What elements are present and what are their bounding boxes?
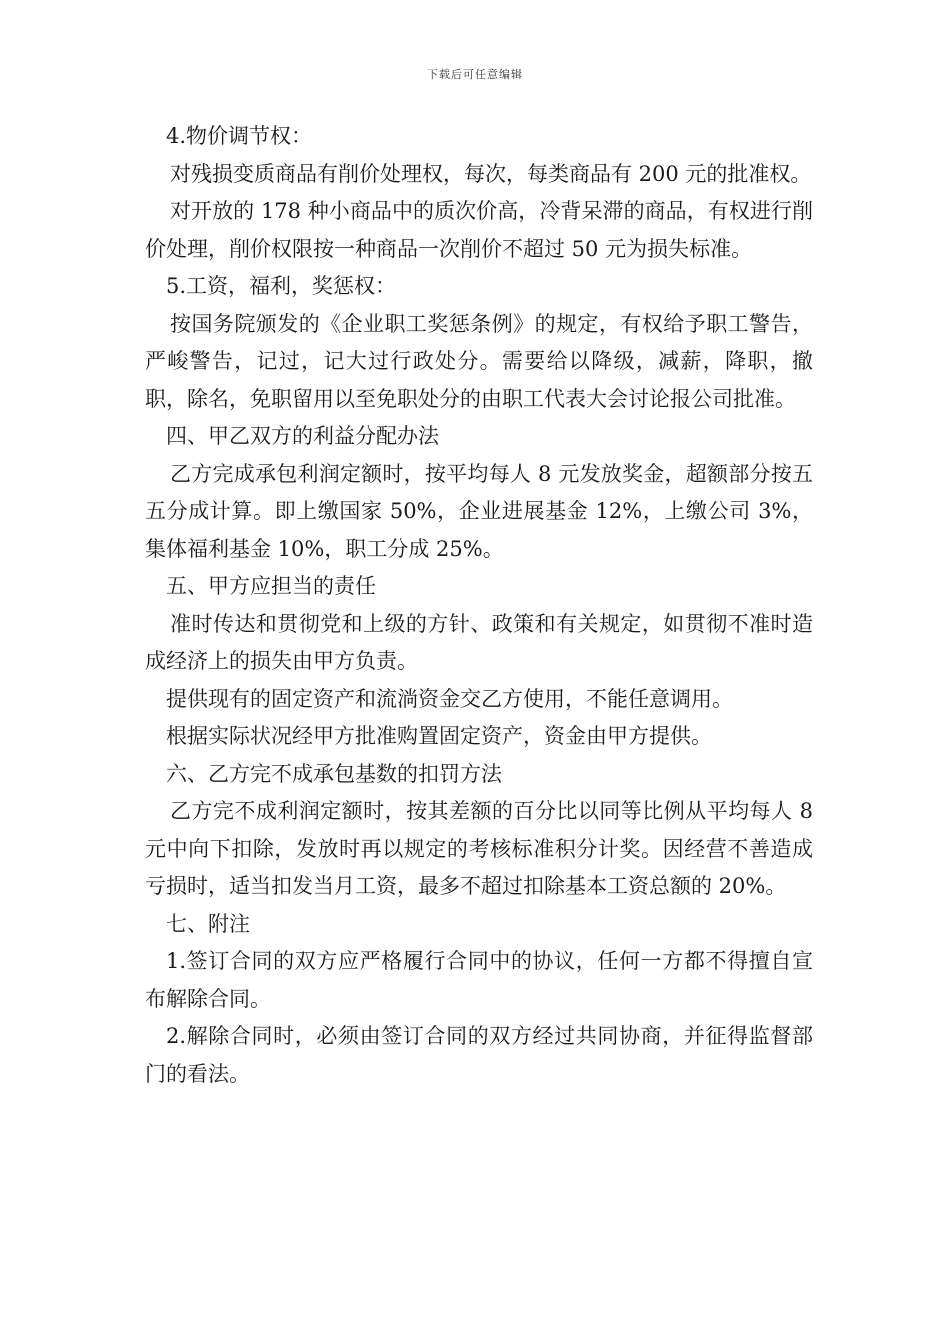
- paragraph: 提供现有的固定资产和流淌资金交乙方使用，不能任意调用。: [166, 686, 733, 711]
- paragraph: 按国务院颁发的《企业职工奖惩条例》的规定，有权给予职工警告，严峻警告，记过，记大过行政处分。需要给以降级，减薪，降职，撤职，除名，免职留用以至免职处分的由职工代表大会讨论报公司批准。: [145, 311, 813, 411]
- paragraph: 1.签订合同的双方应严格履行合同中的协议，任何一方都不得擅自宣布解除合同。: [145, 949, 813, 1011]
- paragraph-heading: 五、甲方应担当的责任: [166, 574, 376, 598]
- paragraph-heading: 4.物价调节权：: [166, 124, 313, 148]
- paragraph-heading: 5.工资，福利，奖惩权：: [166, 274, 397, 298]
- paragraph-heading: 四、甲乙双方的利益分配办法: [166, 424, 439, 448]
- paragraph: 根据实际状况经甲方批准购置固定资产，资金由甲方提供。: [166, 724, 712, 748]
- paragraph-heading: 七、附注: [166, 911, 250, 936]
- paragraph: 对残损变质商品有削价处理权，每次，每类商品有 200 元的批准权。: [170, 161, 812, 186]
- header-note: 下载后可任意编辑: [427, 68, 523, 81]
- paragraph: 乙方完成承包利润定额时，按平均每人 8 元发放奖金，超额部分按五五分成计算。即上缴国家 50%，企业进展基金 12%，上缴公司 3%，集体福利基金 10%，职工分成 25%。: [145, 461, 813, 561]
- paragraph: 2.解除合同时，必须由签订合同的双方经过共同协商，并征得监督部门的看法。: [145, 1024, 813, 1086]
- paragraph-heading: 六、乙方完不成承包基数的扣罚方法: [166, 761, 502, 786]
- paragraph: 对开放的 178 种小商品中的质次价高，冷背呆滞的商品，有权进行削价处理，削价权限按一种商品一次削价不超过 50 元为损失标准。: [145, 199, 813, 261]
- document-body: [145, 118, 813, 1093]
- paragraph: 准时传达和贯彻党和上级的方针、政策和有关规定，如贯彻不准时造成经济上的损失由甲方负责。: [145, 611, 813, 673]
- paragraph: 乙方完不成利润定额时，按其差额的百分比以同等比例从平均每人 8 元中向下扣除，发放时再以规定的考核标准积分计奖。因经营不善造成亏损时，适当扣发当月工资，最多不超过扣除基本工资总额的 20%。: [145, 799, 813, 898]
